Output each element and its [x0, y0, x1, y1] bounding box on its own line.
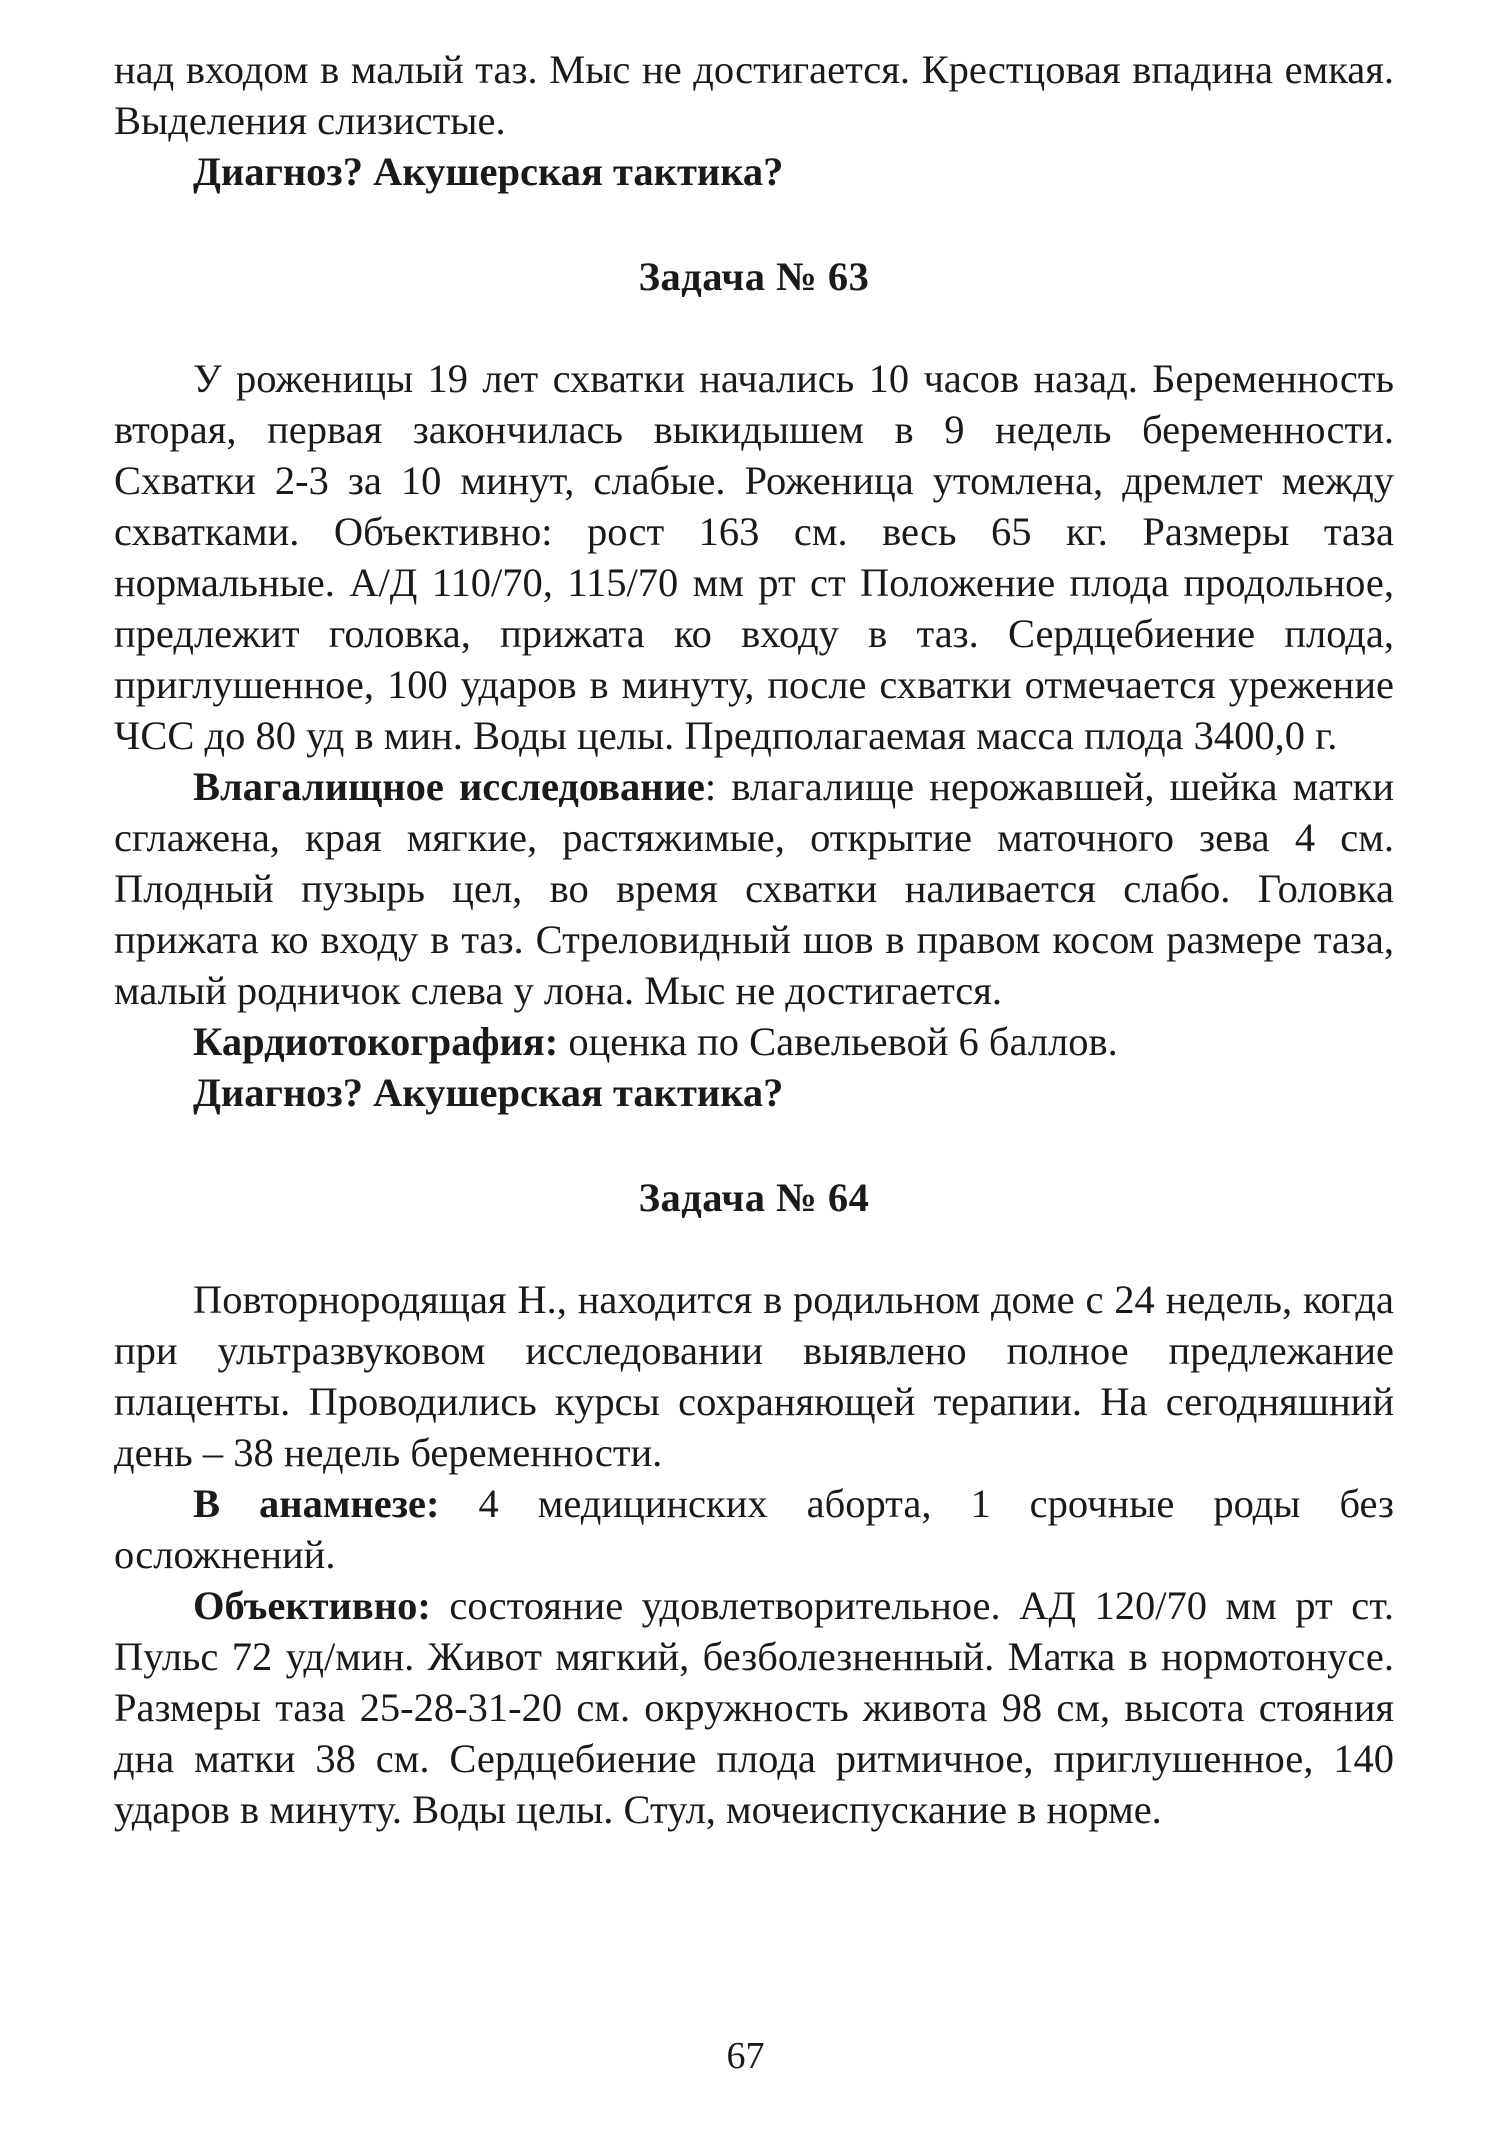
task-64-objective-text: состояние удовлетворительное. АД 120/70 мм рт ст. Пульс 72 уд/мин. Живот мягкий, безболезненный. Матка в нормотонусе. Размеры таза 25-28-31-20 см. окружность живота 98 см, высота стояния дна матки 38 см. Сердцебиение плода ритмичное, приглушенное, 140 ударов в минуту. Воды целы. Стул, мочеиспускание в норме. — [114, 1583, 1394, 1832]
task-63-question: Диагноз? Акушерская тактика? — [193, 1070, 784, 1115]
continuation-paragraph: над входом в малый таз. Мыс не достигается. Крестцовая впадина емкая. Выделения слизистые. — [114, 47, 1394, 143]
task-64-anamnesis-text: 4 медицинских аборта, 1 срочные роды без осложнений. — [114, 1481, 1394, 1577]
task-63-history: У роженицы 19 лет схватки начались 10 часов назад. Беременность вторая, первая закончилась выкидышем в 9 недель беременности. Схватки 2-3 за 10 минут, слабые. Роженица утомлена, дремлет между схватками. Объективно: рост 163 см. весь 65 кг. Размеры таза нормальные. А/Д 110/70, 115/70 мм рт ст Положение плода продольное, предлежит головка, прижата ко входу в таз. Сердцебиение плода, приглушенное, 100 ударов в минуту, после схватки отмечается урежение ЧСС до 80 уд в мин. Воды целы. Предполагаемая масса плода 3400,0 г. — [114, 356, 1394, 758]
task-64-history: Повторнородящая Н., находится в родильном доме с 24 недель, когда при ультразвуковом исследовании выявлено полное предлежание плаценты. Проводились курсы сохраняющей терапии. На сегодняшний день – 38 недель беременности. — [114, 1277, 1394, 1475]
task-63-vaginal-text: : влагалище нерожавшей, шейка матки сглажена, края мягкие, растяжимые, открытие маточного зева 4 см. Плодный пузырь цел, во время схватки наливается слабо. Головка прижата ко входу в таз. Стреловидный шов в правом косом размере таза, малый родничок слева у лона. Мыс не достигается. — [114, 764, 1394, 1013]
continuation-question: Диагноз? Акушерская тактика? — [193, 149, 784, 194]
task-63-vaginal-label: Влагалищное исследование — [193, 764, 705, 809]
task-63-ctg — [114, 1016, 1394, 1067]
task-64-objective-label: Объективно: — [193, 1583, 431, 1628]
task-63-vaginal-exam — [114, 761, 1394, 1016]
task-63-title: Задача № 63 — [638, 254, 870, 299]
page-body — [114, 44, 1394, 1835]
task-64-anamnesis — [114, 1478, 1394, 1580]
page-number: 67 — [726, 2035, 765, 2077]
task-64-objective — [114, 1580, 1394, 1835]
task-63-ctg-label: Кардиотокография: — [193, 1019, 559, 1064]
task-63-ctg-text: оценка по Савельевой 6 баллов. — [558, 1019, 1118, 1064]
task-64-anamnesis-label: В анамнезе: — [193, 1481, 440, 1526]
task-64-title: Задача № 64 — [638, 1175, 870, 1220]
